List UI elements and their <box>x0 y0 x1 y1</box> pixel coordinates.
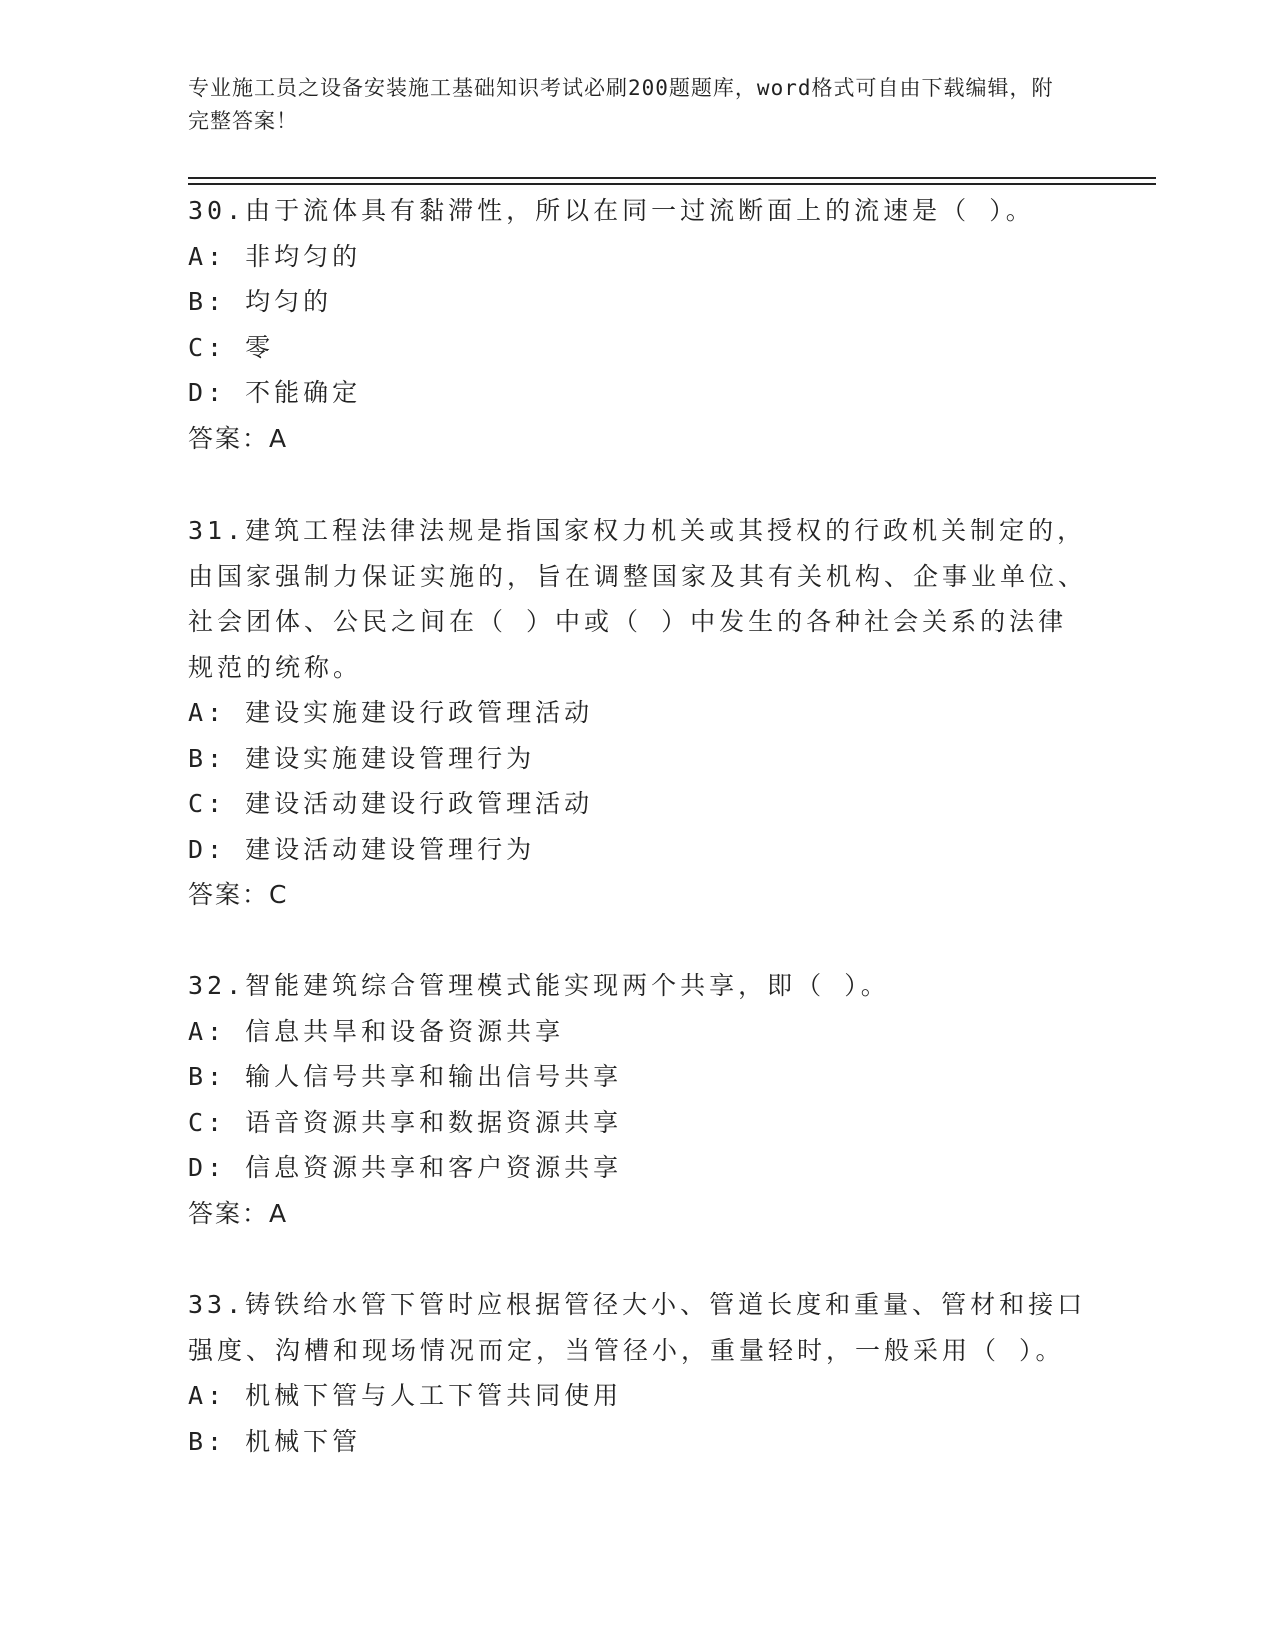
option-b: B: 机械下管 <box>188 1426 362 1456</box>
question-stem: 30.由于流体具有黏滞性，所以在同一过流断面上的流速是（ ）。 <box>188 196 1035 225</box>
option-a: A: 信息共旱和设备资源共享 <box>188 1016 565 1046</box>
question-stem: 31.建筑工程法律法规是指国家权力机关或其授权的行政机关制定的，由国家强制力保证实施的，旨在调整国家及其有关机构、企事业单位、社会团体、公民之间在（ ）中或（ ）中发生的各种社会关系的法律规范的统称。 <box>188 516 1088 682</box>
answer-line: 答案：A <box>188 423 289 453</box>
question-32 <box>188 963 1088 1236</box>
document-description: 专业施工员之设备安装施工基础知识考试必刷200题题库，word格式可自由下载编辑，附完整答案！ <box>188 76 1054 133</box>
option-a: A: 建设实施建设行政管理活动 <box>188 698 594 727</box>
header-divider-bottom <box>188 183 1156 185</box>
question-31 <box>188 508 1088 918</box>
answer-line: 答案：C <box>188 880 289 909</box>
option-c: C: 建设活动建设行政管理活动 <box>188 789 594 818</box>
answer-line: 答案：A <box>188 1198 289 1228</box>
option-b: B: 输人信号共享和输出信号共享 <box>188 1062 623 1091</box>
option-b: B: 均匀的 <box>188 287 333 316</box>
option-a: A: 机械下管与人工下管共同使用 <box>188 1381 623 1410</box>
question-30 <box>188 188 1088 461</box>
option-d: D: 建设活动建设管理行为 <box>188 834 536 864</box>
option-c: C: 语音资源共享和数据资源共享 <box>188 1107 623 1137</box>
option-c: C: 零 <box>188 332 275 362</box>
header-divider-top <box>188 177 1156 179</box>
option-d: D: 信息资源共享和客户资源共享 <box>188 1153 623 1182</box>
option-b: B: 建设实施建设管理行为 <box>188 743 536 773</box>
question-stem: 32.智能建筑综合管理模式能实现两个共享，即（ ）。 <box>188 971 890 1000</box>
question-stem: 33.铸铁给水管下管时应根据管径大小、管道长度和重量、管材和接口强度、沟槽和现场情况而定，当管径小，重量轻时，一般采用（ ）。 <box>188 1290 1087 1365</box>
option-d: D: 不能确定 <box>188 378 362 407</box>
question-33 <box>188 1282 1088 1464</box>
option-a: A: 非均匀的 <box>188 241 362 271</box>
